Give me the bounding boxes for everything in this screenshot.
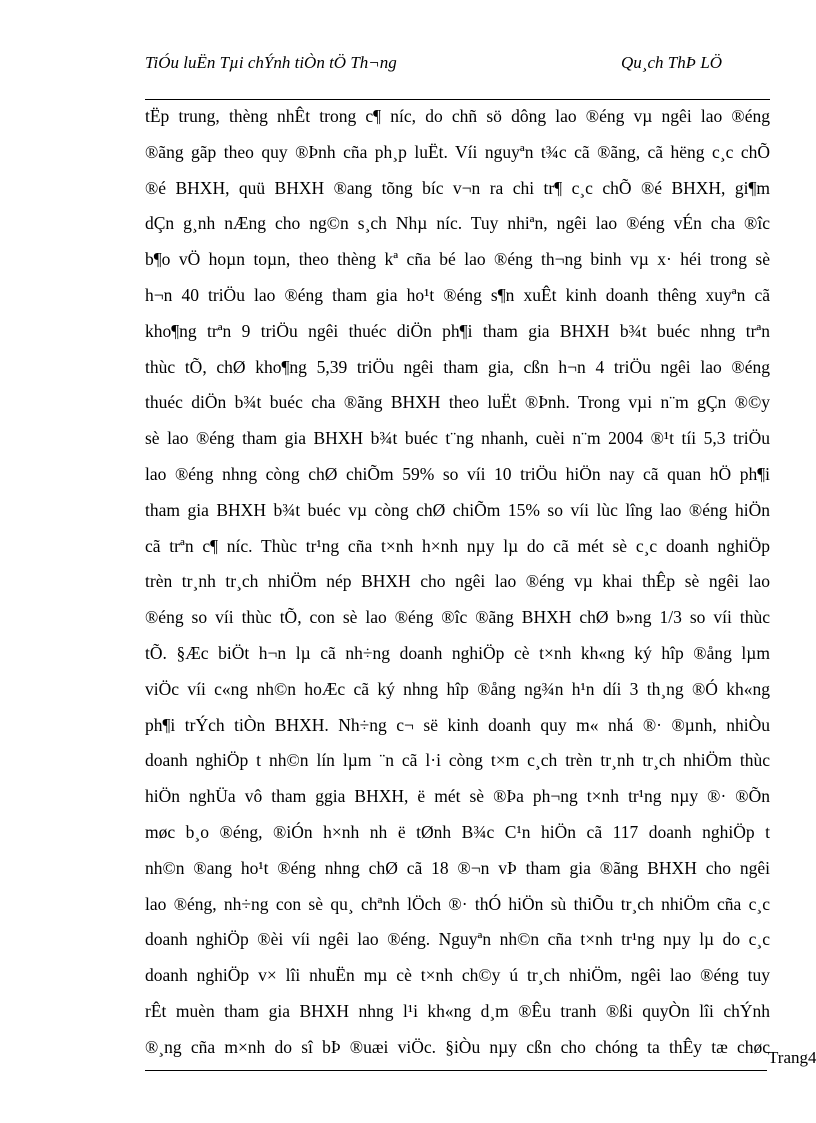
text-line: nh©n ®ang ho¹t ®éng nhng chØ cã 18 ®¬n vÞ tham gia ®ãng BHXH cho ngêi [145,857,770,878]
text-line: lao ®éng nhng còng chØ chiÕm 59% so víi 10 triÖu hiÖn nay cã quan hÖ ph¶i [145,463,770,484]
text-line: doanh nghiÖp t nh©n lín lµm ¨n cã l·i còng t×m c¸ch trèn tr¸nh tr¸ch nhiÖm thùc [145,750,770,771]
text-line: tÕ. §Æc biÖt h¬n lµ cã nh÷ng doanh nghiÖp cè t×nh kh«ng ký hîp ®ång lµm [145,642,770,663]
text-line: kho¶ng trªn 9 triÖu ngêi thuéc diÖn ph¶i tham gia BHXH b¾t buéc nhng trªn [145,320,770,341]
text-line: hiÖn nghÜa vô tham ggia BHXH, ë mét sè ®Þa ph¬ng t×nh tr¹ng nµy ®· ®Õn [145,786,770,807]
text-line: ®éng so víi thùc tÕ, con sè lao ®éng ®îc ®ãng BHXH chØ b»ng 1/3 so víi thùc [145,607,770,628]
text-line: viÖc víi c«ng nh©n hoÆc cã ký nhng hîp ®ång ng¾n h¹n díi 3 th¸ng ®Ó kh«ng [145,678,770,699]
text-line: thùc tÕ, chØ kho¶ng 5,39 triÖu ngêi tham gia, cßn h¬n 4 triÖu ngêi lao ®éng [145,356,770,377]
text-line: lao ®éng, nh÷ng con sè qu¸ chªnh lÖch ®· thÓ hiÖn sù thiÕu tr¸ch nhiÖm cña c¸c [145,893,770,914]
text-line: tËp trung, thèng nhÊt trong c¶ níc, do chñ sö dông lao ®éng vµ ngêi lao ®éng [145,106,770,126]
page-number: Trang4 [768,1048,816,1067]
text-line: dÇn g¸nh nÆng cho ng©n s¸ch Nhµ níc. Tuy nhiªn, ngêi lao ®éng vÉn cha ®îc [145,213,770,234]
text-line: sè lao ®éng tham gia BHXH b¾t buéc t¨ng nhanh, cuèi n¨m 2004 ®¹t tíi 5,3 triÖu [145,428,770,449]
text-line: doanh nghiÖp ®èi víi ngêi lao ®éng. Nguyªn nh©n cña t×nh tr¹ng nµy lµ do c¸c [145,929,770,950]
text-line: cã trªn c¶ níc. Thùc tr¹ng cña t×nh h×nh nµy lµ do cã mét sè c¸c doanh nghiÖp [145,535,770,556]
text-line: thuéc diÖn b¾t buéc cha ®ãng BHXH theo luËt ®Þnh. Trong vµi n¨m gÇn ®©y [145,392,770,413]
text-line: b¶o vÖ hoµn toµn, theo thèng kª cña bé lao ®éng th¬ng binh vµ x· héi trong sè [145,249,770,270]
text-line: doanh nghiÖp v× lîi nhuËn mµ cè t×nh ch©y ú tr¸ch nhiÖm, ngêi lao ®éng tuy [145,965,770,986]
page-header [145,52,770,100]
text-line: møc b¸o ®éng, ®iÓn h×nh nh ë tØnh B¾c C¹n hiÖn cã 117 doanh nghiÖp t [145,821,770,842]
document-title: TiÓu luËn Tµi chÝnh tiÒn tÖ Th¬ng [145,53,397,72]
text-line: trèn tr¸nh tr¸ch nhiÖm nép BHXH cho ngêi lao ®éng vµ khai thÊp sè ngêi lao [145,571,770,592]
author-name: Qu¸ch ThÞ LÖ [621,53,723,72]
text-line: ®¸ng cña m×nh do sî bÞ ®uæi viÖc. §iÒu nµy cßn cho chóng ta thÊy tæ chøc [145,1036,770,1057]
text-line: rÊt muèn tham gia BHXH nhng l¹i kh«ng d¸m ®Êu tranh ®ßi quyÒn lîi chÝnh [145,1000,770,1021]
body-text [145,104,770,1071]
footer-divider [145,1070,767,1071]
text-line: ®ãng gãp theo quy ®Þnh cña ph¸p luËt. Víi nguyªn t¾c cã ®ãng, cã hëng c¸c chÕ [145,141,770,162]
text-line: h¬n 40 triÖu lao ®éng tham gia ho¹t ®éng s¶n xuÊt kinh doanh thêng xuyªn cã [145,284,770,305]
text-line: tham gia BHXH b¾t buéc vµ còng chØ chiÕm 15% so víi lùc lîng lao ®éng hiÖn [145,499,770,520]
text-line: ®é BHXH, quü BHXH ®ang tõng bíc v¬n ra chi tr¶ c¸c chÕ ®é BHXH, gi¶m [145,177,770,198]
text-line: ph¶i trÝch tiÒn BHXH. Nh÷ng c¬ së kinh doanh quy m« nhá ®· ®µnh, nhiÒu [145,714,770,735]
